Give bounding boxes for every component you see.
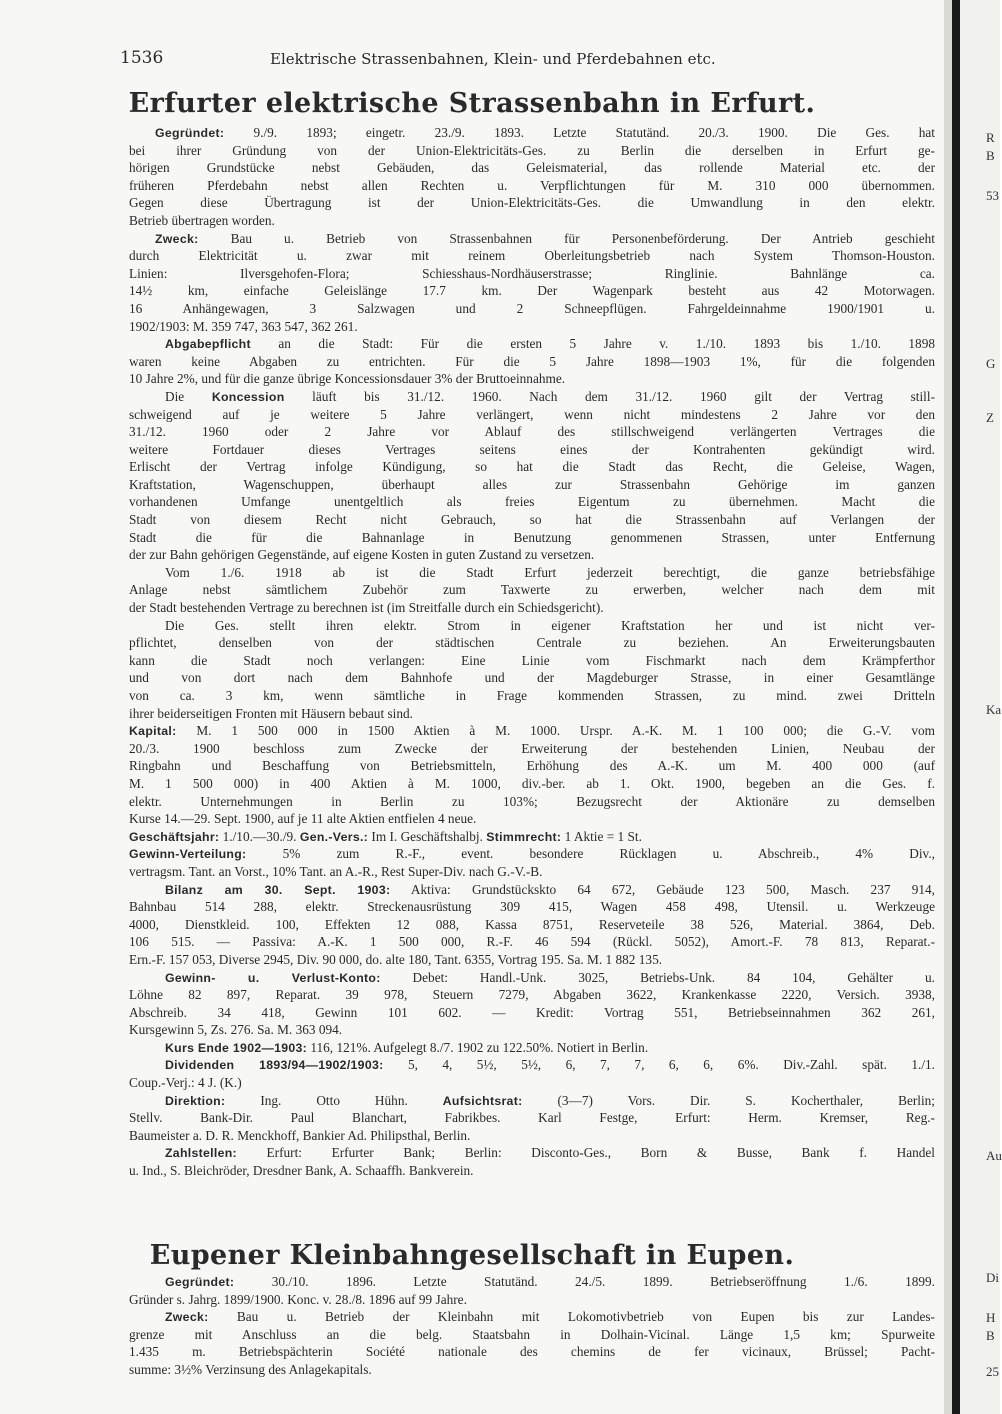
entry-label: Bilanz am 30. Sept. 1903: [165,882,391,897]
entry-text: 1902/1903: M. 359 747, 363 547, 362 261. [129,318,358,334]
text-line [129,511,935,529]
text-line [129,1291,935,1309]
text-line [129,1308,935,1326]
text-line [129,1074,935,1092]
text-line [129,652,935,670]
entry-label: Geschäftsjahr: [129,829,220,844]
text-line [129,194,935,212]
entry-text: Löhne 82 897, Reparat. 39 978, Steuern 7279, Abgaben 3622, Krankenkasse 2220, Versich. 3938, [129,987,935,1003]
entry-text: 106 515. — Passiva: A.-K. 1 500 000, R.-F. 46 594 (Rückl. 5052), Amort.-F. 78 813, Reparat.- [129,934,935,950]
text-line [129,722,935,740]
text-line [129,177,935,195]
entry-text: hörigen Grundstücke nebst Gebäuden, das Geleismaterial, das rollende Material etc. der [129,160,935,176]
entry-label: Zweck: [155,231,199,246]
entry-label: Abgabepflicht [165,337,251,352]
entry-label: Gegründet: [165,1275,235,1289]
entry-text: Abschreib. 34 418, Gewinn 101 602. — Kredit: Vortrag 551, Betriebseinnahmen 362 261, [129,1004,935,1020]
entry-text: Vom 1./6. 1918 ab ist die Stadt Erfurt jederzeit berechtigt, die ganze betriebsfähige [165,564,935,580]
paragraph [129,1056,935,1091]
paragraph [129,1273,935,1308]
paragraph [129,124,935,230]
text-line [129,1039,935,1057]
entry-text: 1 Aktie = 1 St. [561,828,642,844]
entry-text: Stadt die für die Bahnanlage in Benutzung genommenen Strassen, unter Entfernung [129,529,935,545]
entry-text: Gegen diese Übertragung ist der Union-Elektricitäts-Ges. die Umwandlung in den elektr. [129,195,935,211]
entry-text: von ca. 3 km, wenn sämtliche in Frage kommenden Strassen, zu mind. zwei Dritteln [129,688,935,703]
text-line [129,388,935,406]
entry-label: Koncession [211,389,285,404]
entry-text: Aktiva: Grundstücksktо 64 672, Gebäude 123 500, Masch. 237 914, [390,881,935,897]
entry-text: Die [165,388,212,404]
text-line [129,581,935,599]
text-line [129,142,935,160]
entry-text: 5, 4, 5½, 5½, 6, 7, 7, 6, 6, 6%. Div.-Zahl. spät. 1./1. [383,1057,935,1073]
entry-text: Debet: Handl.-Unk. 3025, Betriebs-Unk. 84 104, Gehälter u. [380,969,935,985]
paragraph [129,969,935,1039]
section-title-erfurt: Erfurter elektrische Strassenbahn in Erfurt. [128,88,816,119]
entry-text: vertragsm. Tant. an Vorst., 10% Tant. an A.-R., Rest Super-Div. nach G.-V.-B. [129,863,543,879]
paragraph [129,230,935,336]
section-body-eupen [129,1273,935,1379]
entry-text: und von dort nach dem Bahnhofe und der Magdeburger Strasse, in einer Gesamtlänge [129,670,935,686]
text-line [129,1127,935,1145]
entry-text: pflichtet, denselben von der städtischen Centrale zu beziehen. An Erweiterungsbauten [129,635,935,651]
text-line [129,1109,935,1127]
text-line [129,335,935,353]
text-line [129,300,935,318]
text-line [129,599,935,617]
text-line [129,353,935,371]
entry-text: Erlischt der Vertrag infolge Kündigung, so hat die Stadt das Recht, die Geleise, Wagen, [129,459,935,475]
text-line [129,230,935,248]
next-page-fragment: B [986,148,995,163]
text-line [129,1361,935,1379]
text-line [129,406,935,424]
entry-text: ihrer beiderseitigen Fronten mit Häusern bebaut sind. [129,705,413,721]
entry-label: Kurs Ende 1902—1903: [165,1040,308,1055]
entry-label: Zahlstellen: [165,1146,237,1161]
text-line [129,916,935,934]
text-line [129,124,935,142]
entry-text: Bau u. Betrieb von Strassenbahnen für Personenbeförderung. Der Antrieb geschieht [198,230,935,246]
next-page-fragment: 25 [986,1364,999,1379]
entry-text: bei ihrer Gründung von der Union-Elektricitäts-Ges. zu Berlin die derselben in Erfurt ge- [129,142,935,158]
entry-text: Stellv. Bank-Dir. Paul Blanchart, Fabrikbes. Karl Festge, Erfurt: Herm. Kremser, Reg.- [129,1110,935,1126]
entry-text: 116, 121%. Aufgelegt 8./7. 1902 zu 122.50%. Notiert in Berlin. [307,1039,649,1055]
text-line [129,793,935,811]
entry-text: 10 Jahre 2%, und für die ganze übrige Koncessionsdauer 3% der Bruttoeinnahme. [129,371,566,387]
entry-text: der Stadt bestehenden Vertrage zu berechnen ist (im Streitfalle durch ein Schiedsgericht). [129,600,604,616]
text-line [129,933,935,951]
text-line [129,212,935,230]
text-line [129,845,935,863]
paragraph [129,881,935,969]
entry-text: grenze mit Anschluss an die belg. Staatsbahn in Dolhain-Vicinal. Länge 1,5 km; Spurweite [129,1326,935,1342]
entry-text: M. 1 500 000 in 1500 Aktien à M. 1000. Urspr. A.-K. M. 1 100 000; die G.-V. vom [176,723,935,739]
entry-text: Im I. Geschäftshalbj. [368,828,487,844]
entry-text: Ern.-F. 157 053, Diverse 2945, Div. 90 000, do. alte 180, Tant. 6355, Vortrag 195. Sa. M. 1 882 135. [129,951,663,967]
entry-text: Ringbahn und Beschaffung von Betriebsmitteln, Erhöhung des A.-K. um M. 400 000 (auf [129,758,935,774]
entry-text: an die Stadt: Für die ersten 5 Jahre v. 1./10. 1893 bis 1./10. 1898 [250,336,935,352]
entry-text: Die Ges. stellt ihren elektr. Strom in eigener Kraftstation her und ist nicht ver- [165,617,935,633]
paragraph [129,388,935,564]
paragraph [129,617,935,723]
entry-text: Kurse 14.—29. Sept. 1900, auf je 11 alte Aktien entfielen 4 neue. [129,811,477,827]
text-line [129,458,935,476]
next-page-fragment: 53 [986,188,999,203]
paragraph [129,845,935,880]
next-page-fragment: R [986,130,995,145]
text-line [129,617,935,635]
entry-text: 30./10. 1896. Letzte Statutänd. 24./5. 1899. Betriebseröffnung 1./6. 1899. [234,1274,935,1289]
entry-text: 1./10.—30./9. [219,828,300,844]
entry-text: 4000, Dienstkleid. 100, Effekten 12 088, Kassa 8751, Reserveteile 38 526, Material. 3864, Deb. [129,916,935,932]
entry-text: kann die Stadt noch verlangen: Eine Linie vom Fischmarkt nach dem Krämpferthor [129,652,935,668]
entry-text: Bahnbau 514 288, elektr. Streckenausrüstung 309 415, Wagen 458 498, Utensil. u. Werkzeuge [129,899,935,915]
next-page-fragment: Ka [986,702,1002,717]
entry-text: 5% zum R.-F., event. besondere Rücklagen u. Abschreib., 4% Div., [246,846,935,862]
text-line [129,775,935,793]
page-fold-shadow [952,0,960,1414]
text-line [129,705,935,723]
entry-text: vorhandenen Umfange unentgeltlich als freies Eigentum zu übernehmen. Macht die [129,494,935,510]
paragraph [129,564,935,617]
paragraph [129,828,935,846]
entry-text: 14½ km, einfache Geleislänge 17.7 km. Der Wagenpark besteht aus 42 Motorwagen. [129,283,935,299]
text-line [129,1092,935,1110]
entry-text: M. 1 500 000) in 400 Aktien à M. 1000, div.-ber. ab 1. Okt. 1900, begeben an die Ges. f. [129,775,935,791]
entry-text: Baumeister a. D. R. Menckhoff, Bankier Ad. Philipsthal, Berlin. [129,1127,471,1143]
text-line [129,740,935,758]
text-line [129,863,935,881]
text-line [129,1343,935,1361]
text-line [129,634,935,652]
entry-label: Gewinn-Verteilung: [129,847,247,862]
next-page-fragment: Di [986,1270,999,1285]
text-line [129,564,935,582]
entry-text: 9./9. 1893; eingetr. 23./9. 1893. Letzte Statutänd. 20./3. 1900. Die Ges. hat [224,125,935,140]
section-body-erfurt [129,124,935,1180]
entry-text: 16 Anhängewagen, 3 Salzwagen und 2 Schneepflügen. Fahrgeldeinnahme 1900/1901 u. [129,300,935,316]
text-line [129,159,935,177]
entry-text: Gründer s. Jahrg. 1899/1900. Konc. v. 28./8. 1896 auf 99 Jahre. [129,1291,467,1307]
paragraph [129,1092,935,1145]
entry-text: Linien: Ilversgehofen-Flora; Schiesshaus-Nordhäuserstrasse; Ringlinie. Bahnlänge ca. [129,265,935,281]
next-page-fragment: H [986,1310,996,1325]
text-line [129,247,935,265]
paragraph [129,1039,935,1057]
entry-text: Anlage nebst sämtlichem Zubehör zum Taxwerte zu erwerben, welcher nach dem mit [129,582,935,598]
text-line [129,370,935,388]
entry-label: Gen.-Vers.: [299,829,369,844]
text-line [129,1144,935,1162]
paragraph [129,1308,935,1378]
next-page-fragment: Z [986,410,994,425]
entry-text: Ing. Otto Hühn. [225,1092,443,1108]
page-header [120,48,940,70]
text-line [129,986,935,1004]
entry-text: Kursgewinn 5, Zs. 276. Sa. M. 363 094. [129,1022,343,1038]
entry-text: (3—7) Vors. Dir. S. Kocherthaler, Berlin; [522,1092,936,1108]
text-line [129,476,935,494]
entry-text: Coup.-Verj.: 4 J. (K.) [129,1075,242,1091]
paragraph [129,335,935,388]
text-line [129,1004,935,1022]
text-line [129,493,935,511]
text-line [129,757,935,775]
text-line [129,423,935,441]
text-line [129,1326,935,1344]
entry-text: elektr. Unternehmungen in Berlin zu 103%; Bezugsrecht der Aktionäre zu demselben [129,793,935,809]
entry-text: Kraftstation, Wagenschuppen, überhaupt alles zur Strassenbahn Gehörige im ganzen [129,476,935,492]
entry-label: Gewinn- u. Verlust-Konto: [165,970,381,985]
entry-text: Stadt von diesem Recht nicht Gebrauch, so hat die Strassenbahn auf Verlangen der [129,512,935,528]
text-line [129,669,935,687]
entry-text: Bau u. Betrieb der Kleinbahn mit Lokomotivbetrieb von Eupen bis zur Landes- [208,1309,935,1325]
entry-label: Aufsichtsrat: [442,1093,523,1108]
entry-text: durch Elektricität u. zwar mit reinem Oberleitungsbetrieb nach System Thomson-Houston. [129,248,935,264]
entry-text: waren keine Abgaben zu entrichten. Für die 5 Jahre 1898—1903 1%, für die folgenden [129,353,935,369]
text-line [129,969,935,987]
text-line [129,546,935,564]
next-page-fragment: G [986,356,996,371]
entry-label: Dividenden 1893/94—1902/1903: [165,1058,384,1073]
next-page-fragment: Au [986,1148,1002,1163]
entry-label: Zweck: [165,1310,209,1325]
entry-text: Erfurt: Erfurter Bank; Berlin: Disconto-Ges., Born & Busse, Bank f. Handel [236,1145,935,1161]
entry-text: u. Ind., S. Bleichröder, Dresdner Bank, A. Schaaffh. Bankverein. [129,1163,474,1179]
text-line [129,828,935,846]
entry-label: Kapital: [129,724,177,739]
text-line [129,687,935,705]
entry-label: Stimmrecht: [486,829,562,844]
entry-text: weitere Fortdauer dieses Vertrages seitens eines der Kontrahenten gekündigt wird. [129,441,935,457]
text-line [129,810,935,828]
entry-text: schweigend auf je weitere 5 Jahre verlängert, wenn nicht mindestens 2 Jahre vor den [129,406,935,422]
text-line [129,1273,935,1291]
text-line [129,898,935,916]
section-title-eupen: Eupener Kleinbahngesellschaft in Eupen. [149,1240,795,1271]
text-line [129,1162,935,1180]
entry-text: 1.435 m. Betriebspächterin Société nationale des chemins de fer vicinaux, Brüssel; Pacht- [129,1344,935,1360]
paragraph [129,1144,935,1179]
text-line [129,1056,935,1074]
running-title: Elektrische Strassenbahnen, Klein- und Pferdebahnen etc. [270,50,716,68]
next-page-fragment: B [986,1328,995,1343]
entry-text: 31./12. 1960 oder 2 Jahre vor Ablauf des stillschweigend verlängerten Vertrages die [129,424,935,440]
entry-text: früheren Pferdebahn nebst allen Rechten u. Verpflichtungen für M. 310 000 übernommen. [129,177,935,193]
text-line [129,951,935,969]
page-number: 1536 [120,48,164,68]
entry-label: Gegründet: [155,126,225,140]
text-line [129,282,935,300]
paragraph [129,722,935,828]
next-page-edge [960,0,1000,1414]
text-line [129,318,935,336]
entry-text: Betrieb übertragen worden. [129,212,275,228]
text-line [129,441,935,459]
text-line [129,881,935,899]
entry-text: summe: 3½% Verzinsung des Anlagekapitals. [129,1361,372,1377]
text-line [129,265,935,283]
entry-text: der zur Bahn gehörigen Gegenstände, auf eigene Kosten in guten Zustand zu versetzen. [129,547,595,563]
entry-label: Direktion: [165,1093,226,1108]
entry-text: läuft bis 31./12. 1960. Nach dem 31./12. 1960 gilt der Vertrag still- [284,388,935,404]
entry-text: 20./3. 1900 beschloss zum Zwecke der Erweiterung der bestehenden Linien, Neubau der [129,740,935,756]
text-line [129,529,935,547]
text-line [129,1021,935,1039]
